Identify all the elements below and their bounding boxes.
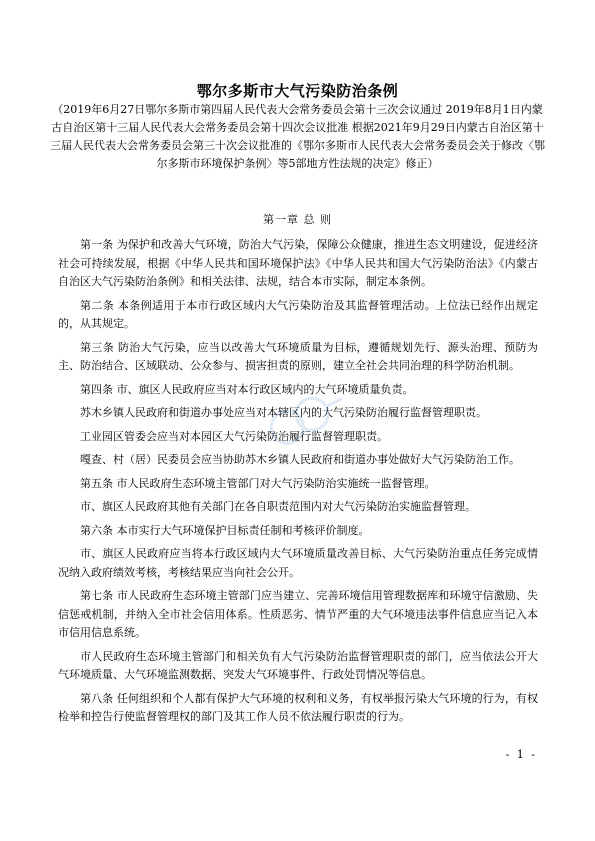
article-7-para-2: 市人民政府生态环境主管部门和相关负有大气污染防治监督管理职责的部门，应当依法公开大气环境质量、大气环境监测数据、突发大气环境事件、行政处罚情况等信息。 <box>58 649 538 681</box>
article-4-para-3: 工业园区管委会应当对本园区大气污染防治履行监督管理职责。 <box>80 429 388 443</box>
document-title: 鄂尔多斯市大气污染防治条例 <box>196 82 399 100</box>
article-4-para-4: 嘎查、村（居）民委员会应当协助苏木乡镇人民政府和街道办事处做好大气污染防治工作。 <box>80 453 520 466</box>
article-6-para-2: 市、旗区人民政府应当将本行政区域内大气环境质量改善目标、大气污染防治重点任务完成情况纳入政府绩效考核，考核结果应当向社会公开。 <box>58 547 538 579</box>
article-5: 第五条 市人民政府生态环境主管部门对大气污染防治实施统一监督管理。 <box>80 476 436 490</box>
article-6: 第六条 本市实行大气环境保护目标责任制和考核评价制度。 <box>80 523 370 537</box>
article-8: 第八条 任何组织和个人都有保护大气环境的权利和义务，有权举报污染大气环境的行为，有权检举和控告行使监督管理权的部门及其工作人员不依法履行职责的行为。 <box>58 691 538 723</box>
article-4-para-2: 苏木乡镇人民政府和街道办事处应当对本辖区内的大气污染防治履行监督管理职责。 <box>80 406 487 419</box>
article-4: 第四条 市、旗区人民政府应当对本行政区域内的大气环境质量负责。 <box>80 382 414 396</box>
article-3: 第三条 防治大气污染，应当以改善大气环境质量为目标，遵循规划先行、源头治理、预防为主、防治结合、区域联动、公众参与、损害担责的原则，建立全社会共同治理的科学防治机制。 <box>58 340 538 372</box>
page-number: - 1 - <box>505 748 537 761</box>
article-5-para-2: 市、旗区人民政府其他有关部门在各自职责范围内对大气污染防治实施监督管理。 <box>80 500 476 513</box>
article-body <box>58 236 538 732</box>
chapter-heading: 第一章 总 则 <box>263 213 332 226</box>
article-1: 第一条 为保护和改善大气环境，防治大气污染，保障公众健康，推进生态文明建设，促进经济社会可持续发展，根据《中华人民共和国环境保护法》《中华人民共和国大气污染防治法》《内蒙古自治区大气污染防治条例》和相关法律、法规，结合本市实际，制定本条例。 <box>58 238 538 288</box>
article-7: 第七条 市人民政府生态环境主管部门应当建立、完善环境信用管理数据库和环境守信激励、失信惩戒机制，并纳入全市社会信用体系。性质恶劣、情节严重的大气环境违法事件信息应当记入本市信用信息系统。 <box>58 589 538 639</box>
document-subtitle: （2019年6月27日鄂尔多斯市第四届人民代表大会常务委员会第十三次会议通过 2019年8月1日内蒙古自治区第十三届人民代表大会常务委员会第十四次会议批准 根据2021年9月29日内蒙古自治区第十三届人民代表大会常务委员会第三十次会议批准的《鄂尔多斯市人民代表大会常务委员会关于修改〈鄂尔多斯市环境保护条例〉等5部地方性法规的决定》修正） <box>50 103 545 170</box>
article-2: 第二条 本条例适用于本市行政区域内大气污染防治及其监督管理活动。上位法已经作出规定的，从其规定。 <box>58 298 538 330</box>
